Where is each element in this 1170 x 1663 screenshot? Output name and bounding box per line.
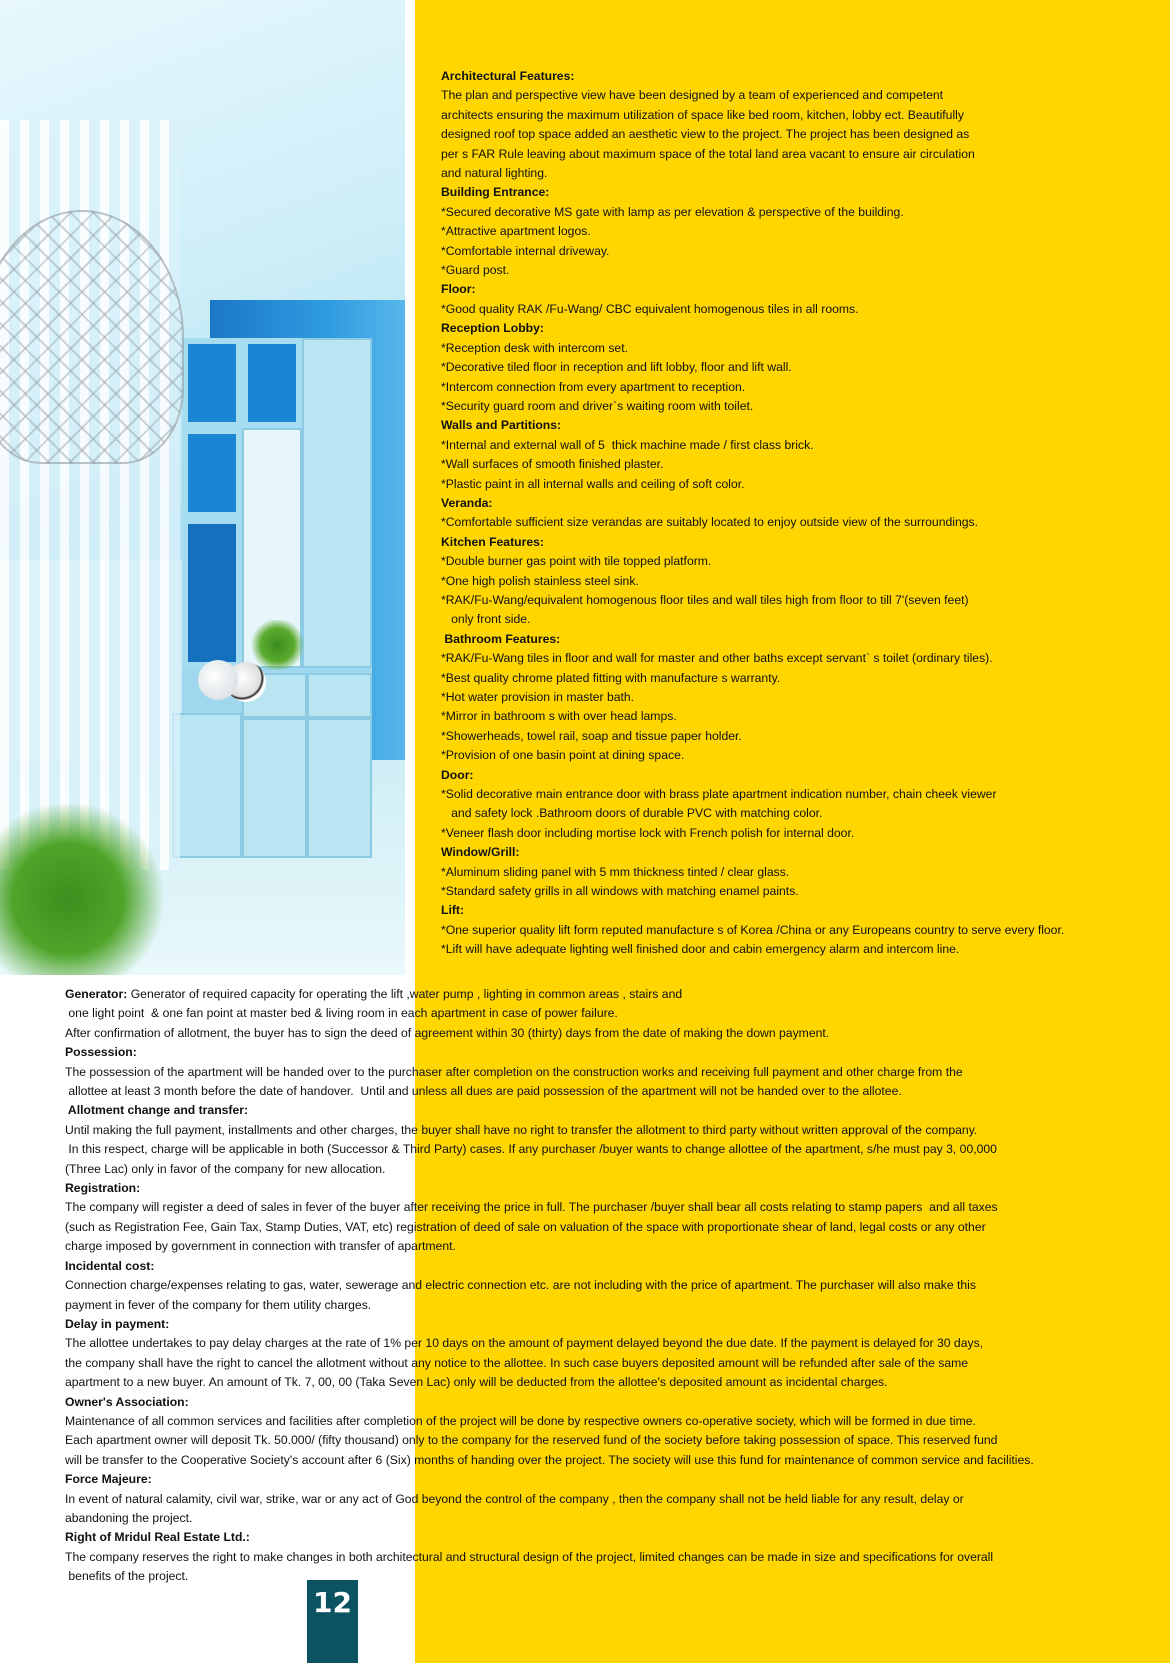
text-line: *Provision of one basin point at dining space. xyxy=(441,748,685,763)
shelf-cubby xyxy=(182,518,242,668)
section-heading: Registration: xyxy=(65,1181,141,1196)
text-line: *RAK/Fu-Wang/equivalent homogenous floor tiles and wall tiles high from floor to till 7'(seven feet) xyxy=(441,592,969,607)
text-line: The possession of the apartment will be handed over to the purchaser after completion on the construction works and receiving full payment and other charge from the xyxy=(65,1064,963,1079)
shelf-drawer xyxy=(307,673,372,718)
text-line: *Aluminum sliding panel with 5 mm thickness tinted / clear glass. xyxy=(441,864,790,879)
section-heading: Delay in payment: xyxy=(65,1316,170,1331)
text-line: *Double burner gas point with tile topped platform. xyxy=(441,554,712,569)
section-heading: Owner's Association: xyxy=(65,1394,189,1409)
text-line: In event of natural calamity, civil war, strike, war or any act of God beyond the control of the company , then the company shall not be held liable for any result, delay or xyxy=(65,1491,964,1506)
photo-shelf-unit xyxy=(182,338,372,858)
section-heading: Walls and Partitions: xyxy=(441,418,562,433)
page-number: 12 xyxy=(307,1580,358,1663)
text-line: (Three Lac) only in favor of the company for new allocation. xyxy=(65,1161,386,1176)
text-line: *Comfortable sufficient size verandas are suitably located to enjoy outside view of the surroundings. xyxy=(441,515,978,530)
text-line: Each apartment owner will deposit Tk. 50.000/ (fifty thousand) only to the company for the reserved fund of the society before taking possession of space. This reserved fund xyxy=(65,1433,998,1448)
shelf-cubby xyxy=(182,338,242,428)
text-line: After confirmation of allotment, the buyer has to sign the deed of agreement within 30 (thirty) days from the date of making the down payment. xyxy=(65,1025,830,1040)
section-heading: Reception Lobby: xyxy=(441,321,544,336)
shelf-drawer xyxy=(307,718,372,858)
shelf-drawer xyxy=(242,718,307,858)
interior-photo xyxy=(0,0,405,975)
text-line: *Hot water provision in master bath. xyxy=(441,690,635,704)
labeled-paragraph-line xyxy=(65,985,1160,1004)
section-heading: Allotment change and transfer: xyxy=(65,1103,249,1118)
shelf-drawer xyxy=(172,713,242,858)
text-line: *One superior quality lift form reputed manufacture s of Korea /China or any Europeans country to serve every floor. xyxy=(441,922,1065,937)
text-line: *Reception desk with intercom set. xyxy=(441,340,628,355)
text-line: benefits of the project. xyxy=(65,1569,189,1584)
section-heading: Window/Grill: xyxy=(441,845,520,860)
text-line: *Comfortable internal driveway. xyxy=(441,243,610,258)
text-line: will be transfer to the Cooperative Society's account after 6 (Six) months of handing over the project. The society will use this fund for maintenance of common service and facilities. xyxy=(65,1452,1034,1467)
text-line: *Mirror in bathroom s with over head lamps. xyxy=(441,709,677,724)
text-line: one light point & one fan point at master bed & living room in each apartment in case of power failure. xyxy=(65,1006,618,1021)
text-line: allottee at least 3 month before the date of handover. Until and unless all dues are paid possession of the apartment will not be handed over to the allotee. xyxy=(65,1084,902,1099)
features-column xyxy=(441,67,1161,960)
text-line: and natural lighting. xyxy=(441,166,548,181)
text-line: *Good quality RAK /Fu-Wang/ CBC equivalent homogenous tiles in all rooms. xyxy=(441,301,859,316)
shelf-cubby xyxy=(242,338,302,428)
text-line: *Attractive apartment logos. xyxy=(441,224,591,239)
photo-border-strip xyxy=(405,0,415,975)
terms-section xyxy=(65,985,1160,1587)
text-line: charge imposed by government in connection with transfer of apartment. xyxy=(65,1239,456,1254)
text-line: *Lift will have adequate lighting well finished door and cabin emergency alarm and intercom line. xyxy=(441,942,960,957)
text-line: per s FAR Rule leaving about maximum space of the total land area vacant to ensure air circulation xyxy=(441,146,975,161)
section-heading: Force Majeure: xyxy=(65,1472,152,1487)
paragraph-text: Generator of required capacity for operating the lift ,water pump , lighting in common areas , stairs and xyxy=(127,987,683,1001)
text-line: *Security guard room and driver`s waiting room with toilet. xyxy=(441,398,754,413)
text-line: *Decorative tiled floor in reception and lift lobby, floor and lift wall. xyxy=(441,360,792,375)
section-heading: Kitchen Features: xyxy=(441,534,544,549)
text-line: *Best quality chrome plated fitting with manufacture s warranty. xyxy=(441,670,781,685)
text-line: The allottee undertakes to pay delay charges at the rate of 1% per 10 days on the amount of payment delayed beyond the due date. If the payment is delayed for 30 days, xyxy=(65,1336,984,1351)
text-line: *Intercom connection from every apartment to reception. xyxy=(441,379,746,394)
section-heading: Door: xyxy=(441,767,474,782)
text-line: *Internal and external wall of 5 thick machine made / first class brick. xyxy=(441,437,814,452)
text-line: architects ensuring the maximum utilization of space like bed room, kitchen, lobby ect. Beautifully xyxy=(441,107,964,122)
text-line: designed roof top space added an aesthetic view to the project. The project has been designed as xyxy=(441,127,970,142)
text-line: The company will register a deed of sales in fever of the buyer after receiving the price in full. The purchaser /buyer shall bear all costs relating to stamp papers and all taxes xyxy=(65,1200,998,1215)
text-line: the company shall have the right to cancel the allotment without any notice to the allottee. In such case buyers deposited amount will be refunded after sale of the same xyxy=(65,1355,969,1370)
text-line: The plan and perspective view have been designed by a team of experienced and competent xyxy=(441,88,944,103)
section-heading: Possession: xyxy=(65,1045,137,1060)
text-line: *Solid decorative main entrance door with brass plate apartment indication number, chain cheek viewer xyxy=(441,787,997,802)
text-line: *Standard safety grills in all windows with matching enamel paints. xyxy=(441,884,799,899)
text-line: and safety lock .Bathroom doors of durable PVC with matching color. xyxy=(441,806,823,821)
text-line: (such as Registration Fee, Gain Tax, Stamp Duties, VAT, etc) registration of deed of sale on valuation of the space with proportionate shear of land, legal costs or any other xyxy=(65,1219,986,1234)
section-heading: Lift: xyxy=(441,903,465,918)
text-line: Connection charge/expenses relating to gas, water, sewerage and electric connection etc. are not including with the price of apartment. The purchaser will also make this xyxy=(65,1278,976,1293)
section-label: Generator: xyxy=(65,987,128,1001)
text-line: *Veneer flash door including mortise lock with French polish for internal door. xyxy=(441,825,855,840)
text-line: Maintenance of all common services and facilities after completion of the project will be done by respective owners co-operative society, which will be formed in due time. xyxy=(65,1413,976,1428)
text-line: abandoning the project. xyxy=(65,1510,193,1525)
text-line: *Wall surfaces of smooth finished plaster. xyxy=(441,457,664,472)
shelf-door xyxy=(302,338,372,668)
text-line: *Secured decorative MS gate with lamp as per elevation & perspective of the building. xyxy=(441,204,904,219)
text-line: *RAK/Fu-Wang tiles in floor and wall for master and other baths except servant` s toilet (ordinary tiles). xyxy=(441,651,993,666)
text-line: *Guard post. xyxy=(441,263,510,278)
text-line: apartment to a new buyer. An amount of Tk. 7, 00, 00 (Taka Seven Lac) only will be deducted from the allottee's deposited amount as incidental charges. xyxy=(65,1375,888,1390)
text-line: *Showerheads, towel rail, soap and tissue paper holder. xyxy=(441,728,742,743)
section-heading: Architectural Features: xyxy=(441,69,575,83)
text-line: Until making the full payment, installments and other charges, the buyer shall have no right to transfer the allotment to third party without written approval of the company. xyxy=(65,1122,978,1137)
section-heading: Incidental cost: xyxy=(65,1258,155,1273)
text-line: In this respect, charge will be applicable in both (Successor & Third Party) cases. If any purchaser /buyer wants to change allottee of the apartment, s/he must pay 3, 00,000 xyxy=(65,1142,997,1157)
volleyball xyxy=(198,660,238,700)
shelf-cubby xyxy=(182,428,242,518)
text-line: only front side. xyxy=(441,612,531,627)
section-heading: Veranda: xyxy=(441,495,493,510)
section-heading: Bathroom Features: xyxy=(441,631,561,646)
text-line: *Plastic paint in all internal walls and ceiling of soft color. xyxy=(441,476,745,491)
text-line: payment in fever of the company for them utility charges. xyxy=(65,1297,372,1312)
section-heading: Floor: xyxy=(441,282,476,297)
section-heading: Building Entrance: xyxy=(441,185,550,200)
section-heading: Right of Mridul Real Estate Ltd.: xyxy=(65,1530,250,1545)
text-line: *One high polish stainless steel sink. xyxy=(441,573,639,588)
photo-small-plant xyxy=(250,620,305,670)
text-line: The company reserves the right to make changes in both architectural and structural design of the project, limited changes can be made in size and specifications for overall xyxy=(65,1549,994,1564)
photo-plant xyxy=(0,805,170,975)
